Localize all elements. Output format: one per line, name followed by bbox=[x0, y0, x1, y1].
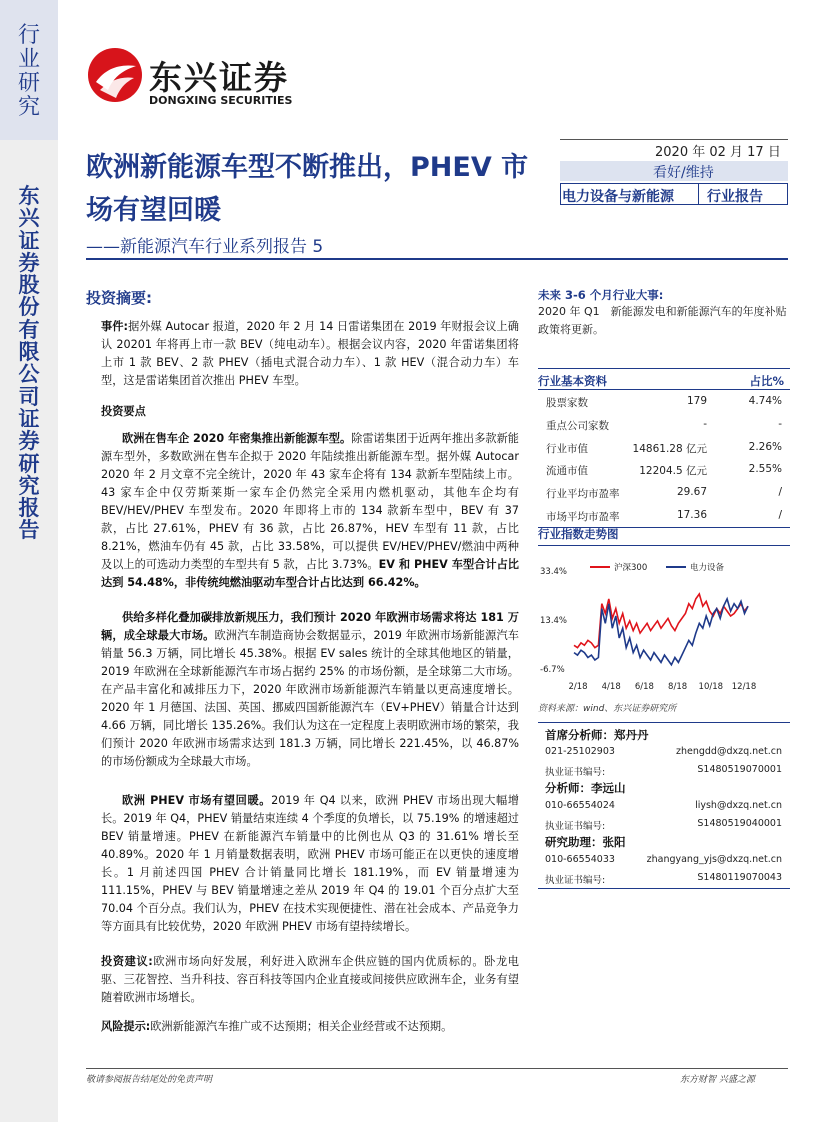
analyst-3-cert-no: S1480119070043 bbox=[697, 872, 782, 883]
analyst-3-title: 研究助理：张阳 bbox=[545, 835, 626, 849]
row-label: 股票家数 bbox=[546, 397, 588, 409]
table-row bbox=[538, 504, 790, 527]
analyst-2-cert-label: 执业证书编号: bbox=[545, 821, 606, 832]
risk-text: 欧洲新能源汽车推广或不达预期；相关企业经营或不达预期。 bbox=[150, 1020, 453, 1033]
analyst-3-phone: 010-66554033 bbox=[545, 854, 615, 865]
report-date: 2020 年 02 月 17 日 bbox=[655, 145, 781, 160]
row-label: 重点公司家数 bbox=[546, 419, 609, 432]
advice-text: 欧洲市场向好发展，利好进入欧洲车企供应链的国内优质标的。卧龙电驱、三花智控、当升科技、容百科技等国内企业直接或间接供应欧洲车企，业务有望随着欧洲市场增长。 bbox=[101, 955, 519, 1004]
analyst-2-email: liysh@dxzq.net.cn bbox=[695, 800, 782, 811]
x-tick-label: 6/18 bbox=[634, 682, 654, 692]
analyst-2-title: 分析师：李远山 bbox=[545, 781, 626, 795]
chart-title: 行业指数走势图 bbox=[538, 526, 790, 546]
points-heading bbox=[101, 403, 519, 421]
analyst-3-email: zhangyang_yjs@dxzq.net.cn bbox=[646, 854, 782, 865]
tag-separator bbox=[698, 184, 699, 204]
risk-paragraph bbox=[101, 1018, 519, 1036]
advice-paragraph bbox=[101, 953, 519, 1007]
row-pct: - bbox=[778, 417, 782, 430]
report-title-line1: 欧洲新能源车型不断推出，PHEV 市 bbox=[86, 152, 529, 183]
report-kind-tag: 行业报告 bbox=[707, 189, 763, 205]
point-1-bold-2: EV 和 PHEV 车型合计占比达到 54.48%，非传统纯燃油驱动车型合计占比达到 66.42%。 bbox=[101, 558, 519, 589]
footer-divider bbox=[86, 1068, 788, 1069]
row-pct: / bbox=[778, 486, 782, 499]
analyst-bottom-divider bbox=[538, 888, 790, 889]
y-tick-label: 13.4% bbox=[540, 615, 568, 626]
row-value: 14861.28 亿元 bbox=[632, 442, 707, 455]
analyst-divider bbox=[538, 722, 790, 723]
x-tick-label: 4/18 bbox=[601, 682, 621, 692]
point-1-text: 除雷诺集团于近两年推出多款新能源车型外，多数欧洲在售车企拟于 2020 年陆续推出新能源车型。据外媒 Autocar 2020 年 2 月文章不完全统计，2020 年 43 家车企将有 134 款新车型陆续上市。 43 家车企中仅劳斯莱斯一家车企仍然完全采用内燃机驱动，其他车企均有 BEV/HEV/PHEV 车型发布。2020 年即将上市的 134 款新车型中，BEV 有 37 款，占比 27.61%，PHEV 有 36 款，占比 26.87%，HEV 车型有 11 款，占比 8.21%，燃油车仍有 45 款，占比 33.58%，可以提供 EV/HEV/PHEV/燃油中两种及以上的可选动力类型的车型共有 5 款，占比 3.73%。 bbox=[101, 432, 519, 571]
point-3-paragraph bbox=[101, 792, 519, 936]
events-text: 2020 年 Q1 新能源发电和新能源汽车的年度补贴政策将更新。 bbox=[538, 305, 787, 336]
row-label: 行业平均市盈率 bbox=[546, 488, 620, 501]
table-row bbox=[538, 481, 790, 504]
table-heading: 行业基本资料 bbox=[538, 374, 607, 388]
row-value: 179 bbox=[686, 395, 707, 407]
analyst-3-cert-label: 执业证书编号: bbox=[545, 875, 606, 886]
advice-label: 投资建议: bbox=[101, 955, 153, 968]
row-label: 行业市值 bbox=[546, 442, 588, 455]
table-header bbox=[538, 368, 790, 390]
point-3-bold: 欧洲 PHEV 市场有望回暖。 bbox=[122, 794, 272, 807]
table-pct-heading: 占比% bbox=[749, 374, 784, 388]
legend-label: 电力设备 bbox=[690, 563, 725, 573]
point-2-paragraph bbox=[101, 609, 519, 771]
row-value: 29.67 bbox=[676, 486, 707, 499]
y-tick-label: -6.7% bbox=[540, 665, 565, 675]
analyst-2-phone: 010-66554024 bbox=[545, 800, 615, 811]
footer-slogan: 东方财智 兴盛之源 bbox=[680, 1075, 755, 1085]
points-heading-text: 投资要点 bbox=[101, 405, 146, 418]
x-tick-label: 10/18 bbox=[698, 682, 724, 692]
row-value: - bbox=[703, 417, 707, 430]
industry-table bbox=[538, 368, 790, 528]
header-divider bbox=[86, 258, 788, 260]
event-text: 据外媒 Autocar 报道，2020 年 2 月 14 日雷诺集团在 2019 年财报会议上确认 20201 年将再上市一款 BEV（纯电动车）。根据会议内容，2020 年雷诺集团将上市 1 款 BEV、2 款 PHEV（插电式混合动力车）、1 款 HEV（混合动力车）车型，这是雷诺集团首次推出 PHEV 车型。 bbox=[101, 320, 519, 387]
analyst-2-cert-no: S1480519040001 bbox=[697, 818, 782, 829]
analyst-1-phone: 021-25102903 bbox=[545, 746, 615, 757]
row-pct: 2.26% bbox=[748, 440, 782, 453]
company-logo-icon bbox=[86, 46, 144, 108]
industry-tag: 电力设备与新能源 bbox=[562, 189, 674, 205]
point-1-bold: 欧洲在售车企 2020 年密集推出新能源车型。 bbox=[122, 432, 352, 445]
x-tick-label: 8/18 bbox=[668, 682, 688, 692]
logo-text-en: DONGXING SECURITIES bbox=[149, 94, 293, 107]
y-tick-label: 33.4% bbox=[540, 567, 568, 577]
company-vertical-label: 东兴证券股份有限公司证券研究报告 bbox=[18, 184, 40, 543]
industry-tag-box bbox=[560, 183, 788, 205]
logo-text-cn: 东兴证券 bbox=[149, 58, 289, 97]
x-tick-label: 12/18 bbox=[731, 682, 757, 692]
table-row bbox=[538, 413, 790, 436]
analyst-1-email: zhengdd@dxzq.net.cn bbox=[675, 746, 782, 757]
legend-label: 沪深300 bbox=[614, 563, 648, 573]
table-row bbox=[538, 436, 790, 459]
events-heading: 未来 3-6 个月行业大事: bbox=[538, 288, 664, 302]
footer-disclaimer: 敬请参阅报告结尾处的免责声明 bbox=[86, 1075, 213, 1085]
x-tick-label: 2/18 bbox=[568, 682, 588, 692]
point-3-text: 2019 年 Q4 以来，欧洲 PHEV 市场出现大幅增长。2019 年 Q4，PHEV 销量结束连续 4 个季度的负增长，以 75.19% 的增速超过 BEV 销量增速。PHEV 在新能源汽车销量中的比例也从 Q3 的 31.61% 增长至 40.89%。2020 年 1 月销量数据表明，欧洲 PHEV 市场可能正在以更快的速度增长。1 月前述四国 PHEV 合计销量同比增长 181.19%，而 EV 销量增速为 111.15%，PHEV 与 BEV 销量增速之差从 2019 年 Q4 的 19.01 个百分点扩大至 70.04 个百分点。我们认为，PHEV 在技术实现便捷性、潜在社会成本、产品竞争力等方面具有比较优势，2020 年欧洲 PHEV 市场有望持续增长。 bbox=[101, 794, 520, 933]
index-trend-chart bbox=[538, 553, 790, 693]
row-label: 市场平均市盈率 bbox=[546, 510, 620, 523]
table-row bbox=[538, 390, 790, 413]
row-value: 12204.5 亿元 bbox=[639, 465, 707, 478]
point-1-paragraph bbox=[101, 430, 519, 592]
rating-text: 看好/维持 bbox=[653, 165, 714, 181]
point-2-bold: 供给多样化叠加碳排放新规压力，我们预计 2020 年欧洲市场需求将达 181 万辆，成全球最大市场。 bbox=[101, 611, 519, 642]
summary-heading: 投资摘要: bbox=[86, 289, 152, 307]
event-paragraph bbox=[101, 318, 519, 390]
report-subtitle: ——新能源汽车行业系列报告 5 bbox=[86, 237, 324, 257]
row-pct: / bbox=[778, 508, 782, 521]
report-type-label: 行业研究 bbox=[17, 23, 40, 120]
table-row bbox=[538, 458, 790, 481]
row-pct: 2.55% bbox=[748, 463, 782, 476]
chart-source: 资料来源：wind、东兴证券研究所 bbox=[538, 704, 677, 714]
row-label: 流通市值 bbox=[546, 465, 588, 478]
risk-label: 风险提示: bbox=[101, 1020, 151, 1033]
analyst-1-cert-no: S1480519070001 bbox=[697, 764, 782, 775]
event-label: 事件: bbox=[101, 320, 128, 333]
point-2-text: 欧洲汽车制造商协会数据显示，2019 年欧洲市场新能源汽车销量 56.3 万辆，同比增长 45.38%。根据 EV sales 统计的全球其他地区的销量，2019 年欧洲在全球新能源汽车市场占据约 25% 的市场份额，是全球第二大市场。在产品丰富化和减排压力下，2020 年欧洲市场新能源汽车销量以更高速度增长。2020 年 1 月德国、法国、英国、挪威四国新能源汽车（EV+PHEV）销量合计达到 4.66 万辆，同比增长 135.26%。我们认为这在一定程度上表明欧洲市场的繁荣，我们预计 2020 年欧洲市场需求达到 181.3 万辆，同比增长 221.45%，以 46.87% 的市场份额成为全球最大市场。 bbox=[101, 629, 519, 768]
sidebar bbox=[0, 0, 58, 1122]
row-value: 17.36 bbox=[676, 508, 707, 521]
analyst-1-cert-label: 执业证书编号: bbox=[545, 767, 606, 778]
rating-badge bbox=[560, 161, 788, 181]
report-title-line2: 场有望回暖 bbox=[86, 195, 221, 226]
date-divider bbox=[560, 139, 788, 140]
row-pct: 4.74% bbox=[748, 395, 782, 407]
analyst-1-title: 首席分析师：郑丹丹 bbox=[545, 728, 649, 742]
